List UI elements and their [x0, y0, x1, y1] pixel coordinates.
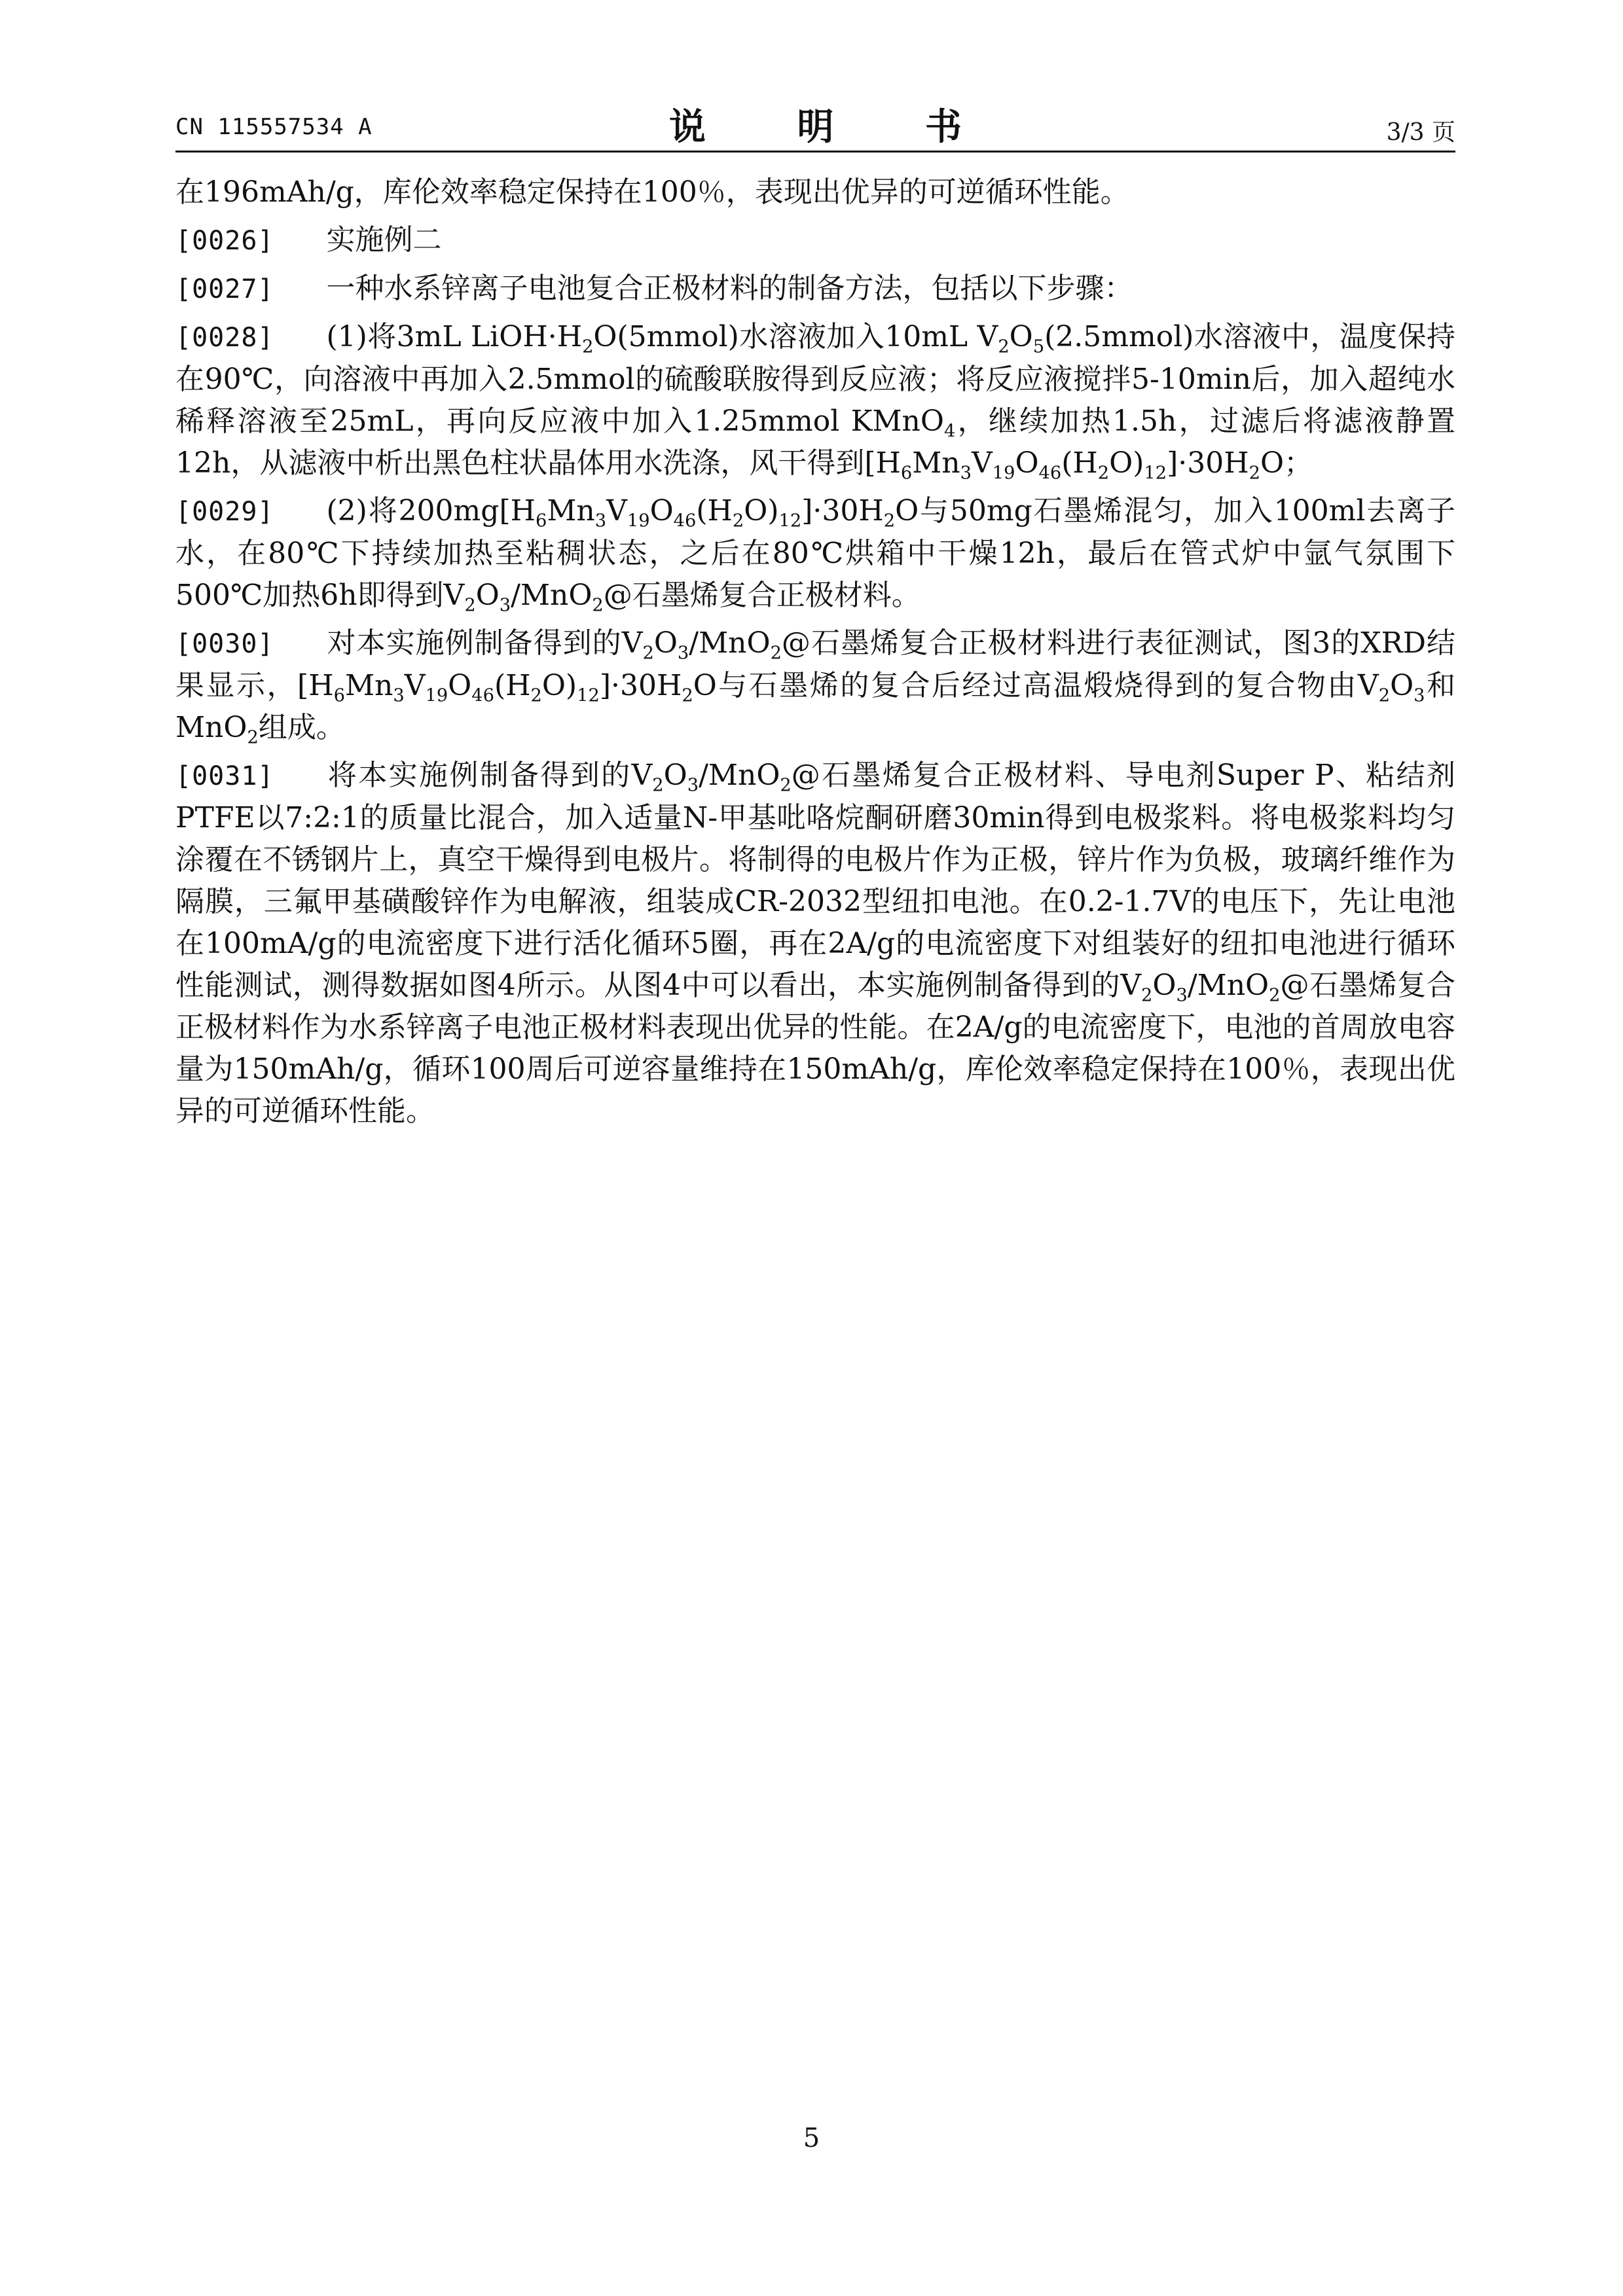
page-info: 3/3 页 [1386, 119, 1455, 146]
document-title: 说 明 书 [669, 106, 1001, 149]
paragraph-0030 [175, 622, 1455, 749]
document-body [175, 171, 1455, 1138]
paragraph-text: (2)将$200mg[H_6Mn_3V_{19}O_{46}(H_2O)_{12}]\cdot 30H_2O$与50mg石墨烯混匀，加入100ml去离子水，在80℃下持续加热至粘稠状态，之后在80℃烘箱中干燥12h，最后在管式炉中氩气氛围下500℃加热6h即得到$V_2O_3/MnO_2@$石墨烯复合正极材料。 [175, 494, 1455, 616]
paragraph-text: 将本实施例制备得到的$V_2O_3/MnO_2@$石墨烯复合正极材料、导电剂Super P、粘结剂PTFE以7:2:1的质量比混合，加入适量N-甲基吡咯烷酮研磨30min得到电极浆料。将电极浆料均匀涂覆在不锈钢片上，真空干燥得到电极片。将制得的电极片作为正极，锌片作为负极，玻璃纤维作为隔膜，三氟甲基磺酸锌作为电解液，组装成CR-2032型纽扣电池。在0.2-1.7V的电压下，先让电池在100mA/g的电流密度下进行活化循环5圈，再在2A/g的电流密度下对组装好的纽扣电池进行循环性能测试，测得数据如图4所示。从图4中可以看出，本实施例制备得到的$V_2O_3/MnO_2@$石墨烯复合正极材料作为水系锌离子电池正极材料表现出优异的性能。在2A/g的电流密度下，电池的首周放电容量为150mAh/g，循环100周后可逆容量维持在150mAh/g，库伦效率稳定保持在100％，表现出优异的可逆循环性能。 [175, 759, 1456, 1128]
paragraph-number: [0030] [175, 629, 274, 659]
paragraph-0027 [175, 268, 1455, 310]
paragraph-number: [0031] [175, 761, 274, 791]
paragraph-text: 对本实施例制备得到的$V_2O_3/MnO_2@$石墨烯复合正极材料进行表征测试，图3的XRD结果显示，$[H_6Mn_3V_{19}O_{46}(H_2O)_{12}]\cdot 30H_2O$与石墨烯的复合后经过高温煅烧得到的复合物由$V_2O_3$和MnO$_2$组成。 [175, 626, 1456, 748]
paragraph-0029 [175, 490, 1455, 617]
paragraph-number: [0026] [175, 226, 274, 256]
paragraph-number: [0027] [175, 274, 274, 304]
paragraph-text: 在196mAh/g，库伦效率稳定保持在100％，表现出优异的可逆循环性能。 [175, 175, 1129, 209]
paragraph-0031 [175, 755, 1455, 1132]
header-rule [175, 151, 1455, 152]
page-number: 5 [803, 2123, 820, 2153]
paragraph-number: [0028] [175, 323, 274, 353]
page-header [175, 98, 1455, 147]
paragraph-0028 [175, 316, 1455, 484]
document-id: CN 115557534 A [175, 114, 373, 140]
paragraph-number: [0029] [175, 497, 274, 527]
paragraph-0026 [175, 219, 1455, 262]
paragraph-text: 实施例二 [326, 223, 442, 257]
paragraph-continuation [175, 171, 1455, 213]
paragraph-text: 一种水系锌离子电池复合正极材料的制备方法，包括以下步骤： [326, 272, 1133, 305]
paragraph-text: (1)将3mL $LiOH\cdot H_2O(5mmol)$水溶液加入10mL $V_2O_5(2.5mmol)$水溶液中，温度保持在90℃，向溶液中再加入2.5mmol的硫酸联胺得到反应液；将反应液搅拌5-10min后，加入超纯水稀释溶液至25mL，再向反应液中加入1.25mmol KMnO$_4$，继续加热1.5h，过滤后将滤液静置12h，从滤液中析出黑色柱状晶体用水洗涤，风干得到$[H_6Mn_3V_{19}O_{46}(H_2O)_{12}]\cdot 30H_2O$； [175, 320, 1456, 484]
